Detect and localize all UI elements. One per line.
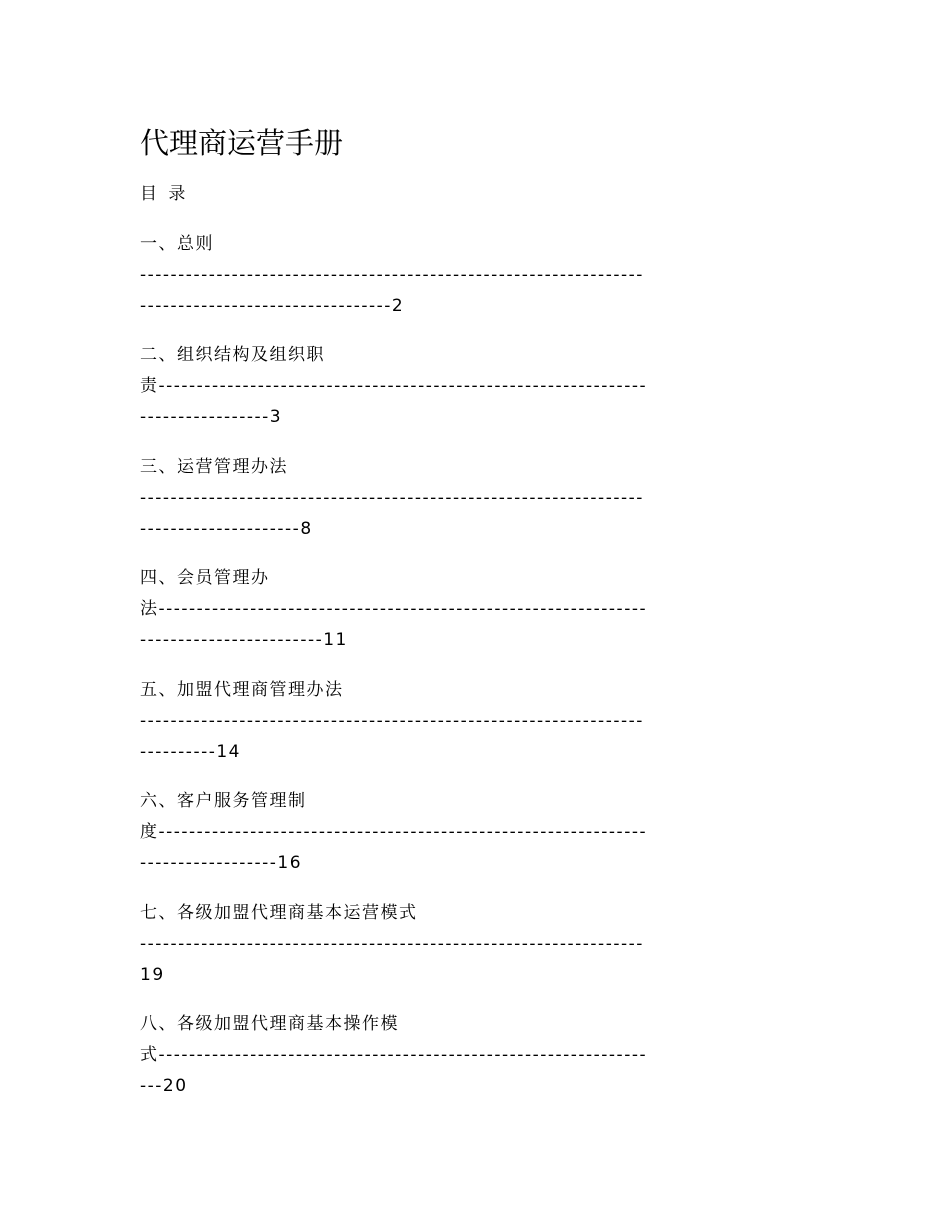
toc-entry-page-number: ---------------------8 — [140, 519, 313, 539]
toc-entry-leader: 度---------------------------------------------------------------- — [140, 822, 648, 842]
toc-entry-page-number: ----------14 — [140, 742, 241, 762]
toc-entry-page-number: ------------------------11 — [140, 630, 348, 650]
toc-entry-leader: ------------------------------------------------------------------ — [140, 488, 644, 508]
toc-entry-general-principles[interactable] — [140, 229, 806, 322]
toc-entry-title: 五、加盟代理商管理办法 — [140, 680, 344, 700]
toc-entry-customer-service[interactable] — [140, 786, 806, 879]
toc-entry-operation-models[interactable] — [140, 898, 806, 991]
toc-entry-franchise-agent-management[interactable] — [140, 675, 806, 768]
toc-entry-leader: 式---------------------------------------------------------------- — [140, 1045, 648, 1065]
document-title: 代理商运营手册 — [140, 126, 344, 160]
toc-entry-title: 八、各级加盟代理商基本操作模 — [140, 1014, 399, 1034]
toc-entry-leader: ------------------------------------------------------------------ — [140, 934, 644, 954]
toc-entry-operations-management[interactable] — [140, 452, 806, 545]
toc-entry-leader: ------------------------------------------------------------------ — [140, 711, 644, 731]
toc-entry-title: 三、运营管理办法 — [140, 457, 288, 477]
toc-entry-page-number: -----------------3 — [140, 407, 283, 427]
toc-entry-title: 二、组织结构及组织职 — [140, 345, 325, 365]
toc-entry-member-management[interactable] — [140, 563, 806, 656]
toc-entry-leader: 责---------------------------------------------------------------- — [140, 376, 648, 396]
toc-entry-page-number: ------------------16 — [140, 853, 303, 873]
toc-entry-title: 一、总则 — [140, 234, 214, 254]
toc-entry-page-number: ---------------------------------2 — [140, 296, 405, 316]
toc-entry-title: 七、各级加盟代理商基本运营模式 — [140, 903, 418, 923]
toc-entry-leader: ------------------------------------------------------------------ — [140, 265, 644, 285]
toc-entry-page-number: 19 — [140, 965, 165, 985]
toc-entry-page-number: ---20 — [140, 1076, 188, 1096]
toc-entry-leader: 法---------------------------------------------------------------- — [140, 599, 648, 619]
toc-entry-operating-procedures[interactable] — [140, 1009, 806, 1102]
toc-heading: 目 录 — [140, 184, 189, 204]
toc-entry-title: 四、会员管理办 — [140, 568, 270, 588]
toc-entry-organization-structure[interactable] — [140, 340, 806, 433]
toc-entry-title: 六、客户服务管理制 — [140, 791, 307, 811]
